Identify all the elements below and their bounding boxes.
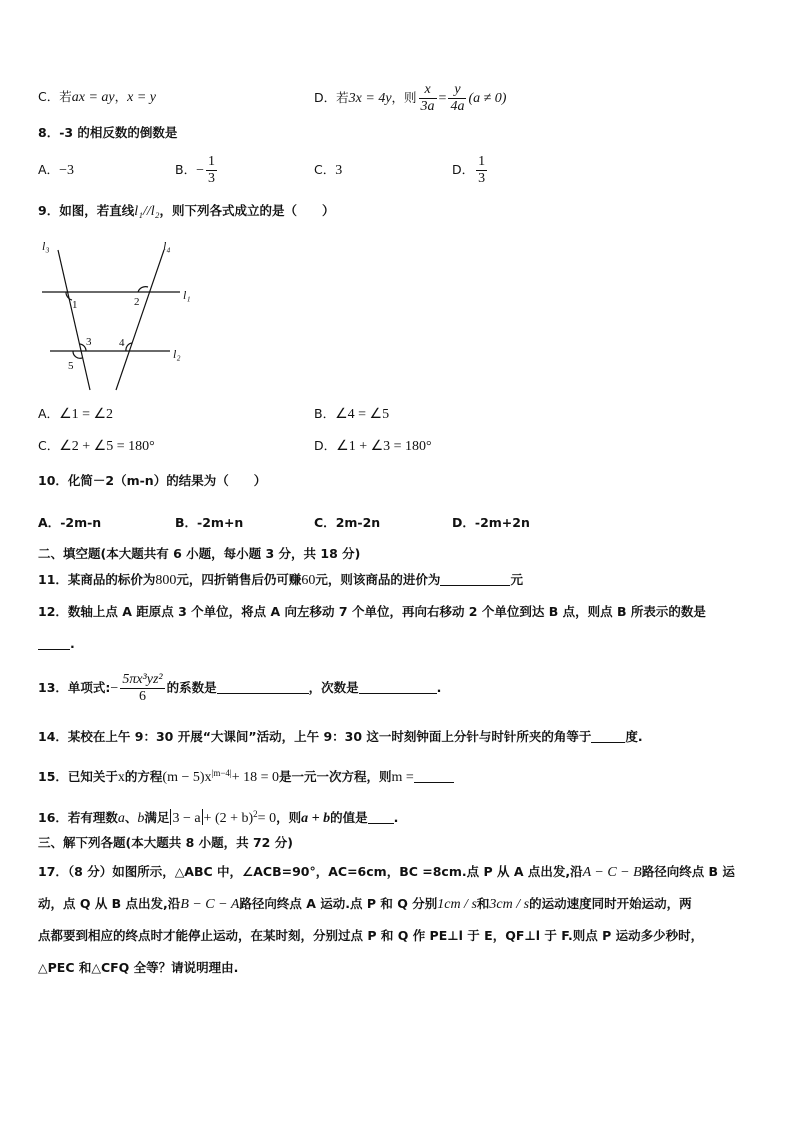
text: 15．已知关于 — [38, 769, 118, 785]
math: = 0 — [257, 811, 277, 827]
fraction — [120, 672, 164, 705]
math: 3cm / s — [489, 897, 530, 912]
q9-option-b — [314, 406, 389, 423]
option-label: B． — [175, 162, 197, 177]
q17-line-1 — [38, 864, 735, 881]
text: 14．某校在上午 9：30 开展“大课间”活动，上午 9：30 这一时刻钟面上分针与时针所夹的角等于 — [38, 729, 592, 744]
label-angle-3: 3 — [86, 336, 92, 348]
answer-blank[interactable] — [368, 811, 394, 824]
text: 若 — [59, 89, 72, 104]
parallel-lines-figure — [30, 230, 210, 400]
q10-option-d — [452, 515, 530, 531]
option-label: D． — [452, 162, 475, 177]
number: 60 — [301, 573, 316, 588]
math: b — [137, 811, 145, 827]
math: a + b — [301, 811, 331, 827]
label-angle-2: 2 — [134, 296, 140, 308]
numerator: 5πx³yz² — [122, 672, 163, 687]
answer-blank[interactable] — [440, 573, 510, 586]
text: 16．若有理数 — [38, 810, 118, 826]
math: + 18 = 0 — [231, 770, 280, 786]
answer-blank[interactable] — [414, 770, 454, 783]
math: x = y — [127, 90, 157, 105]
option-label: A． — [38, 515, 61, 530]
label-l4: l₄ — [163, 239, 171, 253]
degree-blank[interactable] — [359, 681, 437, 694]
q17-line-2 — [38, 896, 692, 913]
math: (m − 5)x — [162, 770, 212, 786]
q10-stem: 10．化简－2（m-n）的结果为（ ） — [38, 473, 267, 488]
option-text: -2m+2n — [474, 515, 530, 530]
math: − — [196, 163, 204, 178]
option-label: C． — [314, 162, 336, 177]
option-label: B． — [175, 515, 198, 530]
q9-option-c — [38, 438, 155, 455]
math: a — [117, 811, 125, 827]
q8-stem: 8．-3 的相反数的倒数是 — [38, 125, 178, 140]
text: 的方程 — [124, 769, 163, 785]
label-l3: l₃ — [42, 239, 50, 253]
label-l1: l₁ — [183, 288, 191, 302]
denominator: 6 — [138, 689, 146, 704]
option-label: C． — [314, 515, 336, 530]
option-label: D． — [314, 438, 337, 453]
option-text: -2m+n — [197, 515, 244, 530]
angle-2-arc — [138, 287, 148, 292]
text: 是一元一次方程，则 — [279, 769, 392, 785]
q9-option-d — [314, 438, 432, 455]
q12: 12．数轴上点 A 距原点 3 个单位，将点 A 向左移动 7 个单位，再向右移动 2 个单位到达 B 点，则点 B 所表示的数是 — [38, 604, 706, 619]
coefficient-blank[interactable] — [217, 681, 309, 694]
option-label: A． — [38, 162, 60, 177]
text: 路径向终点 B 运 — [641, 864, 735, 879]
q8-option-c — [314, 162, 342, 179]
q17-line-4: △PEC 和△CFQ 全等？请说明理由. — [38, 960, 239, 975]
math: x — [117, 770, 125, 786]
q8-option-b — [175, 150, 219, 191]
text: 满足 — [144, 810, 170, 826]
math: 3 − a — [172, 811, 201, 827]
math: = — [438, 91, 447, 106]
label-angle-4: 4 — [119, 337, 125, 349]
label-angle-5: 5 — [68, 360, 74, 372]
text: 路径向终点 A 运动.点 P 和 Q 分别 — [239, 896, 438, 911]
q11 — [38, 572, 523, 589]
math: 3x = 4y — [348, 91, 392, 106]
text: 13．单项式: — [38, 680, 111, 695]
fraction — [476, 154, 487, 187]
text: 11．某商品的标价为 — [38, 572, 156, 587]
exponent: 2 — [253, 809, 258, 819]
section-fill-in-title: 二、填空题(本大题共有 6 小题，每小题 3 分，共 18 分) — [38, 546, 361, 561]
text: 的运动速度同时开始运动，两 — [529, 896, 692, 911]
text: ，则 — [391, 90, 417, 105]
fraction — [419, 82, 437, 115]
option-label: C． — [38, 438, 60, 453]
numerator: 1 — [207, 154, 215, 169]
math: ∠4 = ∠5 — [335, 407, 390, 422]
math: A − C − B — [582, 865, 642, 880]
q9-option-a — [38, 406, 113, 423]
option-text: -2m-n — [60, 515, 102, 530]
math: − — [110, 681, 119, 696]
text: . — [393, 810, 399, 826]
q14 — [38, 729, 643, 745]
q13 — [38, 668, 441, 709]
math: ∠1 = ∠2 — [59, 407, 114, 422]
option-label: A． — [38, 406, 60, 421]
exponent: |m−4| — [211, 768, 232, 778]
q9-stem — [38, 203, 335, 220]
text: 的值是 — [330, 810, 368, 826]
q10-option-a — [38, 515, 101, 531]
text: 元，则该商品的进价为 — [315, 572, 441, 587]
q15 — [38, 765, 454, 786]
text: 元 — [510, 572, 523, 587]
math: m = — [391, 770, 414, 786]
option-label: B． — [314, 406, 336, 421]
q16 — [38, 806, 398, 827]
fraction — [448, 82, 466, 115]
q8-option-d — [452, 150, 489, 190]
text: 元，四折销售后仍可赚 — [176, 572, 302, 587]
math: l₁//l₂ — [134, 204, 160, 219]
answer-blank[interactable] — [38, 637, 70, 650]
text: 度. — [625, 729, 643, 744]
text: 17．（8 分）如图所示，△ABC 中，∠ACB=90°，AC=6cm，BC =8cm.点 P 从 A 点出发,沿 — [38, 864, 583, 879]
label-angle-1: 1 — [72, 299, 78, 311]
line-l4 — [116, 250, 164, 390]
q7-option-d — [314, 79, 506, 118]
math: −3 — [59, 163, 74, 178]
answer-blank[interactable] — [591, 730, 625, 743]
line-l3 — [58, 250, 90, 390]
math: (a ≠ 0) — [468, 91, 507, 106]
math: B − C − A — [180, 897, 240, 912]
q17-line-3: 点都要到相应的终点时才能停止运动，在某时刻，分别过点 P 和 Q 作 PE⊥l 于 E，QF⊥l 于 F.则点 P 运动多少秒时， — [38, 928, 704, 943]
option-text: 2m-2n — [335, 515, 381, 530]
q10-option-b — [175, 515, 243, 531]
math: ∠2 + ∠5 = 180° — [59, 439, 155, 454]
q10-option-c — [314, 515, 380, 531]
text: 若 — [336, 90, 349, 105]
number: 800 — [155, 573, 177, 588]
denominator: 3 — [207, 171, 215, 186]
text: 的系数是 — [166, 680, 217, 695]
text: 9．如图，若直线 — [38, 203, 135, 218]
option-label: D． — [314, 90, 337, 105]
text: . — [70, 636, 75, 651]
label-l2: l₂ — [173, 347, 181, 361]
math: + (2 + b) — [203, 811, 254, 827]
q7-option-c — [38, 89, 156, 106]
text: 和 — [476, 896, 490, 911]
abs-bar — [202, 809, 203, 825]
option-label: C． — [38, 89, 60, 104]
denominator: 3a — [420, 99, 435, 114]
text: 动，点 Q 从 B 点出发,沿 — [38, 896, 181, 911]
denominator: 4a — [450, 99, 465, 114]
text: 、 — [124, 810, 138, 826]
text: ，次数是 — [308, 680, 359, 695]
math: 3 — [335, 163, 343, 178]
angle-5-arc — [73, 351, 82, 358]
math: ∠1 + ∠3 = 180° — [336, 439, 432, 454]
option-label: D． — [452, 515, 475, 530]
q8-option-a — [38, 162, 74, 179]
math: ax = ay — [71, 90, 115, 105]
numerator: y — [448, 82, 466, 99]
denominator: 3 — [478, 171, 486, 186]
section-solve-title: 三、解下列各题(本大题共 8 小题，共 72 分) — [38, 835, 293, 850]
text: ，则 — [276, 810, 302, 826]
math: 1cm / s — [437, 897, 477, 912]
text: ， — [114, 89, 128, 104]
numerator: x — [419, 82, 437, 99]
text: ，则下列各式成立的是（ ） — [159, 203, 335, 218]
numerator: 1 — [478, 154, 486, 169]
q12-answer — [38, 636, 75, 652]
text: . — [436, 680, 442, 695]
fraction — [206, 154, 217, 187]
